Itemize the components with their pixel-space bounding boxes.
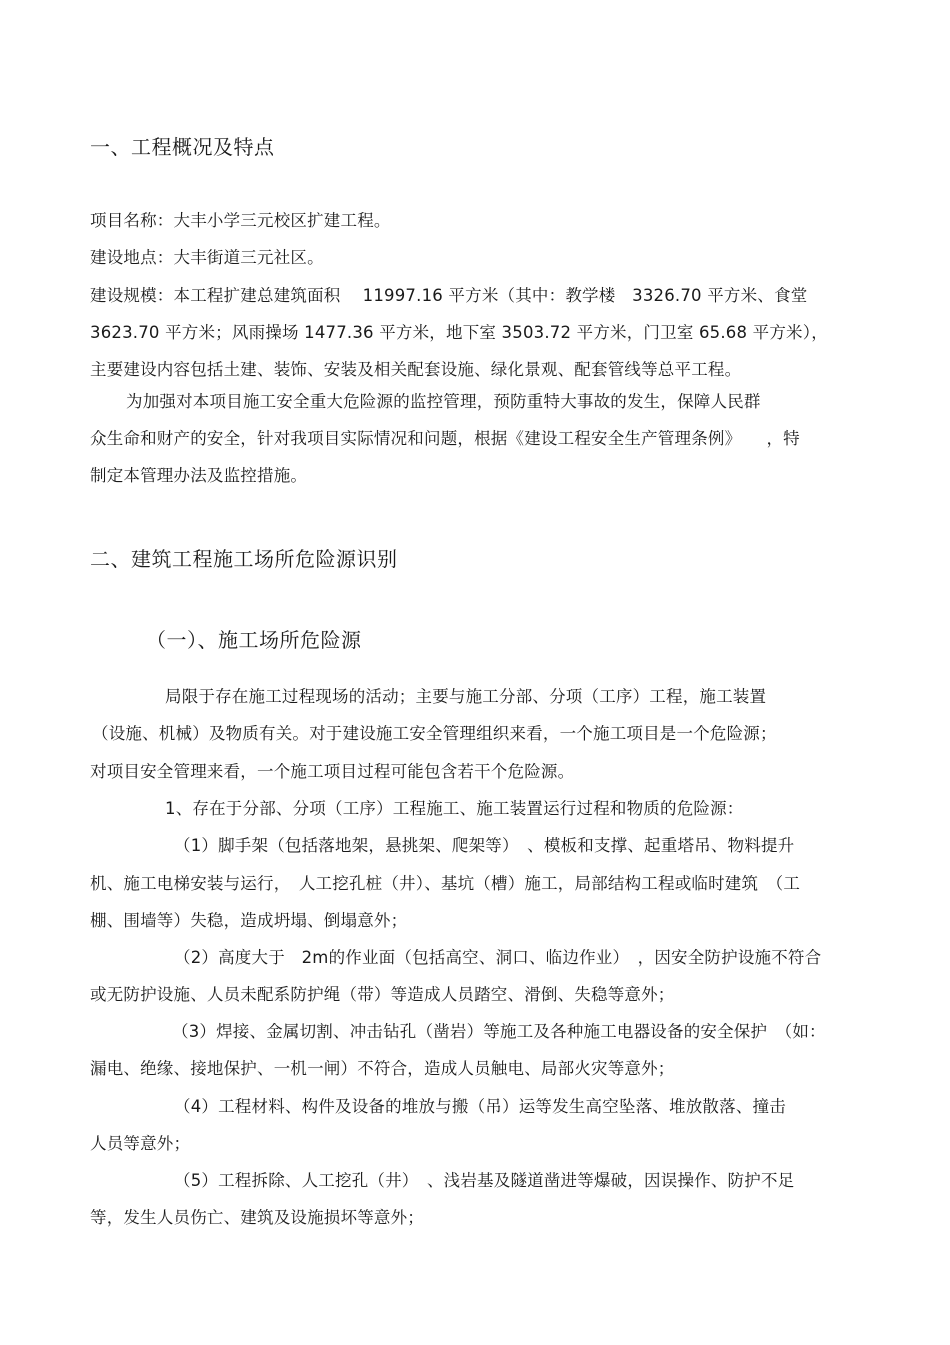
- section-1-heading: 一、工程概况及特点: [90, 135, 275, 159]
- body-line-2: （设施、机械）及物质有关。对于建设施工安全管理组织来看，一个施工项目是一个危险源；: [92, 724, 777, 743]
- project-scale-line-2: 3623.70 平方米；风雨操场 1477.36 平方米，地下室 3503.72 平方米，门卫室 65.68 平方米），: [90, 323, 828, 342]
- project-location: 建设地点：大丰街道三元社区。: [90, 248, 324, 267]
- body-line-4: 1、存在于分部、分项（工序）工程施工、施工装置运行过程和物质的危险源：: [165, 799, 744, 818]
- project-name: 项目名称：大丰小学三元校区扩建工程。: [90, 211, 391, 230]
- body-line-8: （2）高度大于 2m的作业面（包括高空、洞口、临边作业） ，因安全防护设施不符合: [174, 948, 822, 967]
- body-line-5: （1）脚手架（包括落地架，悬挑架、爬架等） 、模板和支撑、起重塔吊、物料提升: [174, 836, 795, 855]
- body-line-14: （5）工程拆除、人工挖孔（井） 、浅岩基及隧道凿进等爆破，因误操作、防护不足: [174, 1171, 795, 1190]
- project-scale-line-1: 建设规模：本工程扩建总建筑面积 11997.16 平方米（其中：教学楼 3326.70 平方米、食堂: [90, 286, 808, 305]
- body-line-3: 对项目安全管理来看，一个施工项目过程可能包含若干个危险源。: [90, 762, 575, 781]
- body-line-11: 漏电、绝缘、接地保护、一机一闸）不符合，造成人员触电、局部火灾等意外；: [90, 1059, 675, 1078]
- body-line-1: 局限于存在施工过程现场的活动；主要与施工分部、分项（工序）工程，施工装置: [165, 687, 767, 706]
- section-2-heading: 二、建筑工程施工场所危险源识别: [90, 547, 398, 571]
- project-scale-line-3: 主要建设内容包括土建、装饰、安装及相关配套设施、绿化景观、配套管线等总平工程。: [90, 360, 742, 379]
- body-line-13: 人员等意外；: [90, 1134, 191, 1153]
- purpose-paragraph-line-2: 众生命和财产的安全，针对我项目实际情况和问题，根据《建设工程安全生产管理条例》 ，特: [90, 429, 800, 448]
- body-line-12: （4）工程材料、构件及设备的堆放与搬（吊）运等发生高空坠落、堆放散落、撞击: [174, 1097, 786, 1116]
- subsection-heading: （一）、施工场所危险源: [146, 628, 362, 652]
- body-line-9: 或无防护设施、人员未配系防护绳（带）等造成人员踏空、滑倒、失稳等意外；: [90, 985, 675, 1004]
- purpose-paragraph-line-3: 制定本管理办法及监控措施。: [90, 466, 308, 485]
- body-line-7: 棚、围墙等）失稳，造成坍塌、倒塌意外；: [90, 911, 408, 930]
- body-line-10: （3）焊接、金属切割、冲击钻孔（凿岩）等施工及各种施工电器设备的安全保护 （如：: [172, 1022, 826, 1041]
- body-line-6: 机、施工电梯安装与运行， 人工挖孔桩（井）、基坑（槽）施工，局部结构工程或临时建筑 （工: [90, 874, 801, 893]
- body-line-15: 等，发生人员伤亡、建筑及设施损坏等意外；: [90, 1208, 424, 1227]
- purpose-paragraph-line-1: 为加强对本项目施工安全重大危险源的监控管理，预防重特大事故的发生，保障人民群: [126, 392, 761, 411]
